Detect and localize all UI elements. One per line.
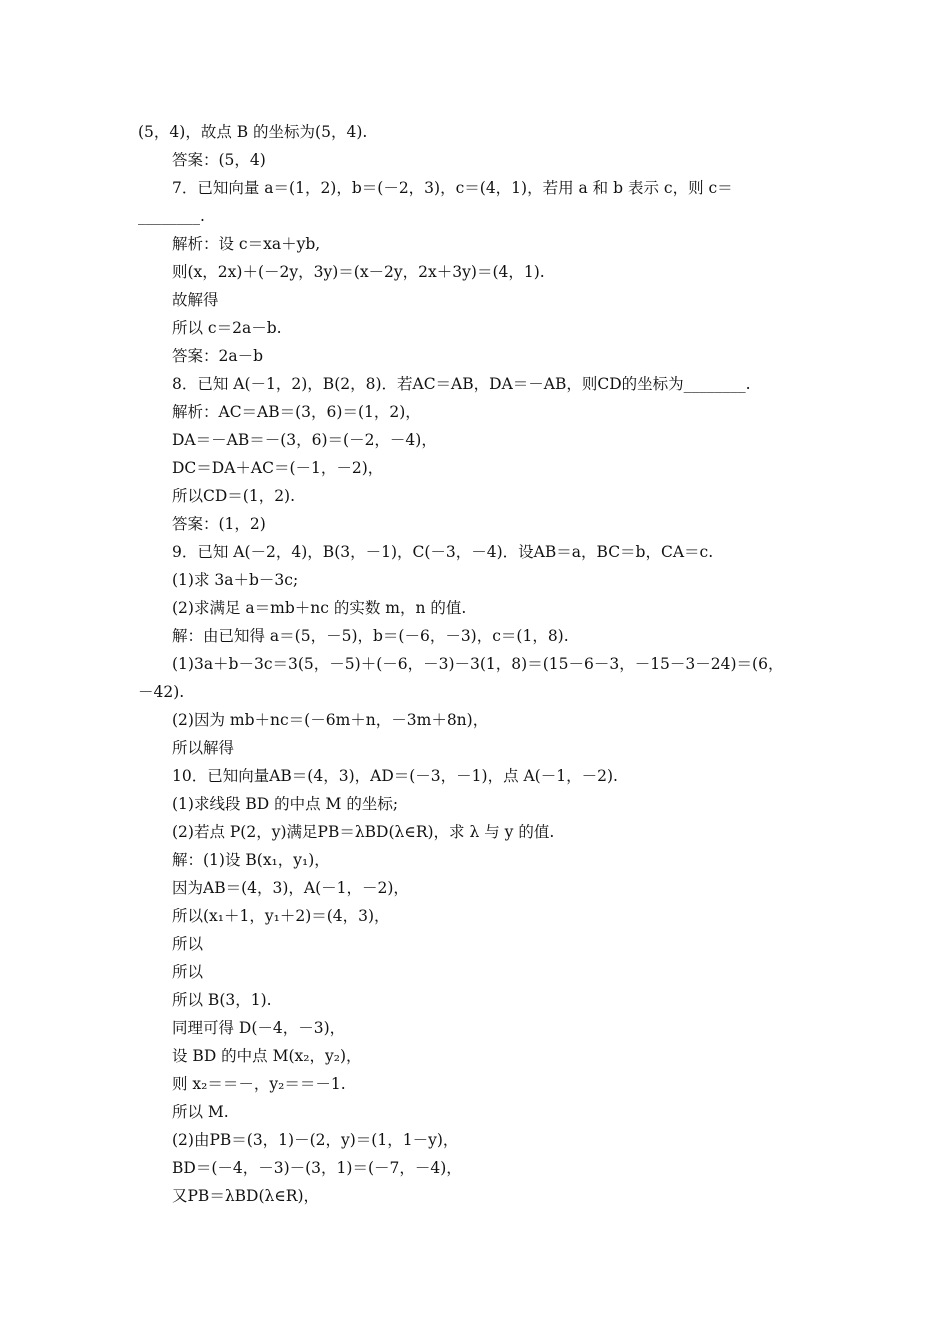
text-line: 所以 (172, 935, 204, 953)
text-line: (1)3a＋b－3c＝3(5，－5)＋(－6，－3)－3(1，8)＝(15－6－3，－15－3－24)＝(6， (172, 655, 784, 673)
answer-line: 答案：2a－b (172, 347, 264, 365)
text-line: 所以 c＝2a－b. (172, 319, 282, 337)
text-line: DA＝－AB＝－(3，6)＝(－2，－4)， (172, 431, 437, 449)
text-line: (2)求满足 a＝mb＋nc 的实数 m，n 的值. (172, 599, 467, 617)
text-line: 所以 M. (172, 1103, 229, 1121)
text-line: (5，4)，故点 B 的坐标为(5，4). (138, 123, 368, 141)
problem-8: 8．已知 A(－1，2)，B(2，8)．若AC＝AB，DA＝－AB，则CD的坐标为________. (172, 375, 751, 393)
text-line: (1)求线段 BD 的中点 M 的坐标; (172, 795, 399, 813)
problem-9: 9．已知 A(－2，4)，B(3，－1)，C(－3，－4)．设AB＝a，BC＝b，CA＝c. (172, 543, 714, 561)
text-line: 解析：AC＝AB＝(3，6)＝(1，2)， (172, 403, 421, 421)
text-line: 解：(1)设 B(x₁，y₁)， (172, 851, 330, 869)
text-line: DC＝DA＋AC＝(－1，－2)， (172, 459, 384, 477)
text-line: (2)因为 mb＋nc＝(－6m＋n，－3m＋8n)， (172, 711, 489, 729)
answer-line: 答案：(5，4) (172, 151, 266, 169)
text-line: 故解得 (172, 291, 219, 309)
text-line: 则 x₂＝＝－，y₂＝＝－1. (172, 1075, 346, 1093)
text-line: (1)求 3a＋b－3c; (172, 571, 299, 589)
answer-blank: ________. (138, 207, 205, 225)
text-line: 解：由已知得 a＝(5，－5)，b＝(－6，－3)，c＝(1，8). (172, 627, 569, 645)
text-line: 所以解得 (172, 739, 235, 757)
text-line: 所以 B(3，1). (172, 991, 272, 1009)
text-line: 因为AB＝(4，3)，A(－1，－2)， (172, 879, 409, 897)
text-line: －42). (138, 683, 185, 701)
text-line: (2)由PB＝(3，1)－(2，y)＝(1，1－y)， (172, 1131, 459, 1149)
text-line: 解析：设 c＝xa＋yb, (172, 235, 321, 253)
text-line: (2)若点 P(2，y)满足PB＝λBD(λ∈R)，求 λ 与 y 的值. (172, 823, 555, 841)
text-line: 则(x，2x)＋(－2y，3y)＝(x－2y，2x＋3y)＝(4，1). (172, 263, 545, 281)
text-line: 设 BD 的中点 M(x₂，y₂)， (172, 1047, 362, 1065)
text-line: 所以 (172, 963, 204, 981)
problem-7: 7．已知向量 a＝(1，2)，b＝(－2，3)，c＝(4，1)，若用 a 和 b 表示 c，则 c＝ (172, 179, 733, 197)
problem-10: 10．已知向量AB＝(4，3)，AD＝(－3，－1)，点 A(－1，－2). (172, 767, 618, 785)
text-line: 同理可得 D(－4，－3)， (172, 1019, 346, 1037)
text-line: 又PB＝λBD(λ∈R)， (172, 1187, 320, 1205)
answer-line: 答案：(1，2) (172, 515, 266, 533)
text-line: BD＝(－4，－3)－(3，1)＝(－7，－4)， (172, 1159, 462, 1177)
text-line: 所以(x₁＋1，y₁＋2)＝(4，3)， (172, 907, 390, 925)
text-line: 所以CD＝(1，2). (172, 487, 296, 505)
